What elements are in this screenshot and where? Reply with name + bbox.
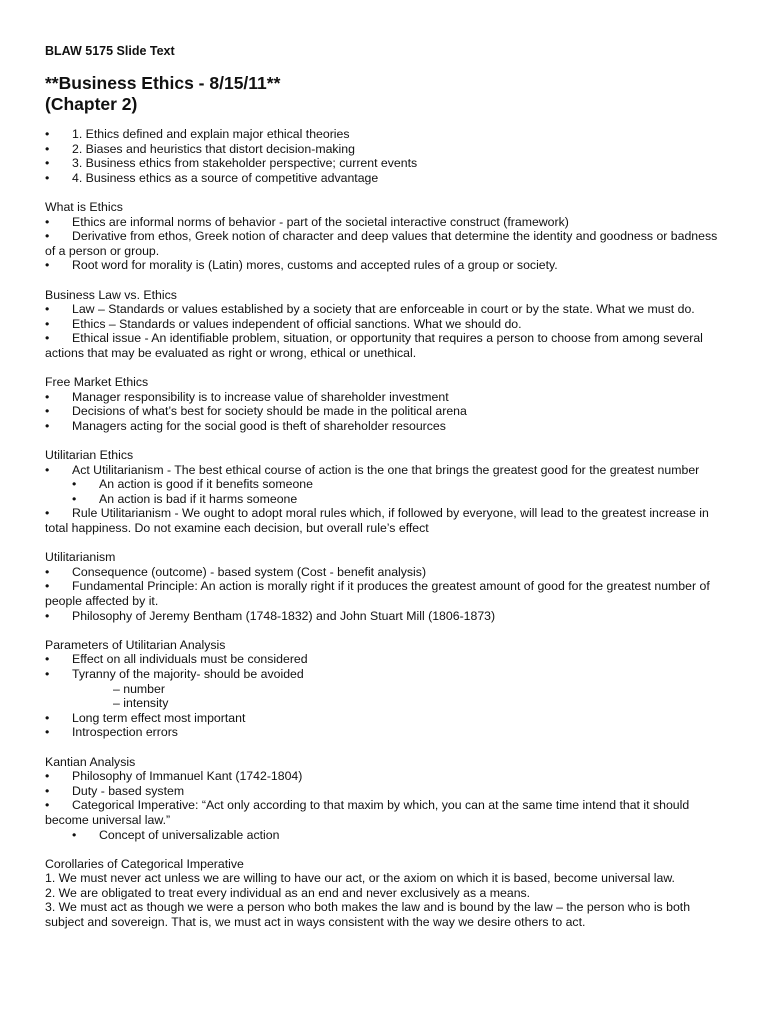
- numbered-item: 2. We are obligated to treat every individual as an end and never exclusively as a means.: [45, 885, 531, 900]
- section-what-is-ethics: [45, 200, 725, 273]
- list-item: • Rule Utilitarianism - We ought to adopt moral rules which, if followed by everyone, will lead to the greatest increase in total happiness. Do not examine each decision, but overall rule’s effect: [45, 506, 709, 536]
- section-heading: Kantian Analysis: [45, 754, 136, 769]
- list-item: • Fundamental Principle: An action is morally right if it produces the greatest amount of good for the greatest number of people affected by it.: [45, 579, 710, 608]
- section-utilitarian-ethics: [45, 448, 725, 536]
- list-item: • Ethics are informal norms of behavior - part of the societal interactive construct (framework): [45, 214, 569, 229]
- title-line-1: **Business Ethics - 8/15/11**: [45, 73, 281, 93]
- document-body: [45, 127, 725, 930]
- bullet-icon: •: [72, 491, 77, 506]
- sub-list-item: • An action is bad if it harms someone: [72, 491, 298, 506]
- list-item: • Long term effect most important: [45, 710, 246, 725]
- list-item: • Duty - based system: [45, 783, 185, 798]
- section-heading: Utilitarianism: [45, 550, 116, 565]
- bullet-icon: •: [45, 564, 50, 579]
- section-kantian: [45, 755, 725, 843]
- list-item: • Manager responsibility is to increase value of shareholder investment: [45, 389, 449, 404]
- list-item: • Ethics – Standards or values independent of official sanctions. What we should do.: [45, 316, 522, 331]
- bullet-icon: •: [45, 170, 50, 185]
- section-heading: Utilitarian Ethics: [45, 448, 134, 463]
- bullet-icon: •: [45, 608, 50, 623]
- bullet-icon: •: [45, 389, 50, 404]
- bullet-icon: •: [45, 783, 50, 798]
- list-item: • Introspection errors: [45, 725, 178, 740]
- list-item: • Ethical issue - An identifiable problem, situation, or opportunity that requires a person to choose from among several actions that may be evaluated as right or wrong, ethical or unethical.: [45, 331, 703, 360]
- bullet-icon: •: [72, 827, 77, 842]
- bullet-icon: •: [45, 652, 50, 667]
- list-item: • Tyranny of the majority- should be avoided: [45, 666, 304, 681]
- section-heading: Free Market Ethics: [45, 375, 149, 390]
- agenda-list: [45, 127, 725, 185]
- sub-list-item: • An action is good if it benefits someone: [72, 477, 313, 492]
- bullet-icon: •: [45, 214, 50, 229]
- bullet-icon: •: [45, 769, 50, 784]
- dash-item: – number: [113, 681, 165, 696]
- list-item: • Root word for morality is (Latin) mores, customs and accepted rules of a group or society.: [45, 258, 558, 273]
- list-item: • Philosophy of Immanuel Kant (1742-1804): [45, 769, 303, 784]
- list-item: • Law – Standards or values established by a society that are enforceable in court or by the state. What we must do.: [45, 302, 695, 317]
- bullet-icon: •: [45, 418, 50, 433]
- list-item: • 2. Biases and heuristics that distort decision-making: [45, 141, 355, 156]
- dash-item: – intensity: [113, 696, 169, 711]
- bullet-icon: •: [45, 316, 50, 331]
- list-item: • 4. Business ethics as a source of competitive advantage: [45, 170, 379, 185]
- list-item: • Act Utilitarianism - The best ethical course of action is the one that brings the greatest good for the greatest number: [45, 462, 700, 477]
- list-item: • Managers acting for the social good is theft of shareholder resources: [45, 418, 446, 433]
- bullet-icon: •: [45, 331, 50, 346]
- section-corollaries: [45, 857, 725, 930]
- section-business-law: [45, 288, 725, 361]
- bullet-icon: •: [45, 666, 50, 681]
- numbered-item: 1. We must never act unless we are willing to have our act, or the axiom on which it is based, become universal law.: [45, 871, 675, 886]
- bullet-icon: •: [45, 141, 50, 156]
- section-heading: Corollaries of Categorical Imperative: [45, 856, 244, 871]
- bullet-icon: •: [45, 462, 50, 477]
- list-item: • 1. Ethics defined and explain major ethical theories: [45, 127, 350, 141]
- list-item: • Derivative from ethos, Greek notion of character and deep values that determine the identity and goodness or badness of a person or group.: [45, 229, 718, 258]
- section-heading: Parameters of Utilitarian Analysis: [45, 637, 226, 652]
- section-heading: Business Law vs. Ethics: [45, 287, 177, 302]
- bullet-icon: •: [45, 229, 50, 244]
- bullet-icon: •: [45, 710, 50, 725]
- page-title: [45, 73, 280, 115]
- bullet-icon: •: [45, 156, 50, 171]
- bullet-icon: •: [45, 404, 50, 419]
- bullet-icon: •: [45, 302, 50, 317]
- list-item: • Categorical Imperative: “Act only according to that maxim by which, you can at the same time intend that it should become universal law.”: [45, 798, 690, 827]
- list-item: • Effect on all individuals must be considered: [45, 652, 308, 667]
- list-item: • Philosophy of Jeremy Bentham (1748-1832) and John Stuart Mill (1806-1873): [45, 608, 496, 623]
- sub-list-item: • Concept of universalizable action: [72, 827, 280, 842]
- bullet-icon: •: [45, 506, 50, 521]
- list-item: • Consequence (outcome) - based system (Cost - benefit analysis): [45, 564, 427, 579]
- section-heading: What is Ethics: [45, 199, 123, 214]
- list-item: • Decisions of what’s best for society should be made in the political arena: [45, 404, 467, 419]
- list-item: • 3. Business ethics from stakeholder perspective; current events: [45, 156, 418, 171]
- course-header: BLAW 5175 Slide Text: [45, 44, 175, 58]
- section-free-market: [45, 375, 725, 433]
- bullet-icon: •: [45, 798, 50, 813]
- section-parameters: [45, 638, 725, 740]
- bullet-icon: •: [45, 579, 50, 594]
- bullet-icon: •: [45, 258, 50, 273]
- title-line-2: (Chapter 2): [45, 94, 138, 114]
- bullet-icon: •: [72, 477, 77, 492]
- numbered-item: 3. We must act as though we were a person who both makes the law and is bound by the law – the person who is both subject and sovereign. That is, we must act in ways consistent with the way we desire others to act.: [45, 900, 691, 930]
- section-utilitarianism: [45, 550, 725, 623]
- bullet-icon: •: [45, 725, 50, 740]
- bullet-icon: •: [45, 127, 50, 141]
